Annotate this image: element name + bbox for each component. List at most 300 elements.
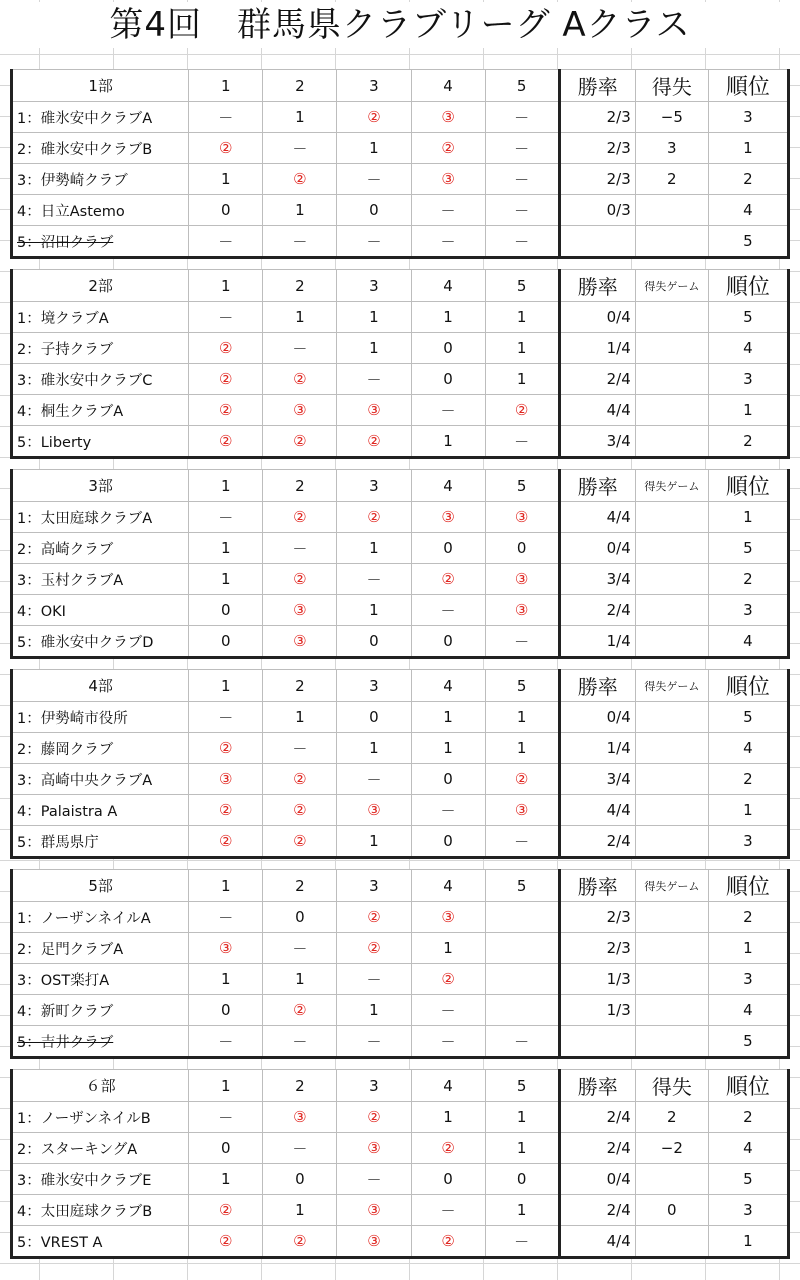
match-result: 1 <box>411 733 485 764</box>
match-result: ③ <box>263 626 337 658</box>
opponent-column-header: 4 <box>411 470 485 502</box>
rank: 1 <box>708 795 788 826</box>
team-name: 1：太田庭球クラブA <box>12 502 189 533</box>
match-result: － <box>411 795 485 826</box>
table-row <box>12 933 789 964</box>
game-diff-header: 得失ゲーム <box>635 470 708 502</box>
match-result: － <box>189 902 263 933</box>
division-table <box>10 469 790 659</box>
rank: 4 <box>708 333 788 364</box>
table-row <box>12 426 789 458</box>
match-result: ② <box>337 1102 411 1133</box>
opponent-column-header: 1 <box>189 670 263 702</box>
match-result: － <box>337 964 411 995</box>
table-row <box>12 1226 789 1258</box>
win-rate: 2/3 <box>559 102 635 133</box>
game-diff <box>635 302 708 333</box>
division-name: 5部 <box>12 870 189 902</box>
match-result: － <box>485 626 559 658</box>
opponent-column-header: 4 <box>411 670 485 702</box>
match-result <box>485 964 559 995</box>
match-result: ② <box>263 164 337 195</box>
match-result: 0 <box>411 826 485 858</box>
match-result: ③ <box>411 164 485 195</box>
win-rate: 4/4 <box>559 502 635 533</box>
match-result: 1 <box>189 1164 263 1195</box>
win-rate: 2/4 <box>559 1102 635 1133</box>
match-result: ② <box>189 333 263 364</box>
table-row <box>12 964 789 995</box>
table-row <box>12 395 789 426</box>
team-name: 4：日立Astemo <box>12 195 189 226</box>
rank-header: 順位 <box>708 870 788 902</box>
match-result: 1 <box>485 302 559 333</box>
match-result: 0 <box>411 333 485 364</box>
team-name: 1：碓氷安中クラブA <box>12 102 189 133</box>
match-result: － <box>485 133 559 164</box>
match-result: 0 <box>411 626 485 658</box>
match-result: ② <box>263 502 337 533</box>
match-result: － <box>263 226 337 258</box>
win-rate: 1/4 <box>559 333 635 364</box>
match-result: ③ <box>263 395 337 426</box>
table-row <box>12 1164 789 1195</box>
rank: 4 <box>708 626 788 658</box>
match-result: － <box>411 595 485 626</box>
match-result: 1 <box>337 826 411 858</box>
match-result: － <box>337 1026 411 1058</box>
game-diff <box>635 764 708 795</box>
win-rate: 0/4 <box>559 533 635 564</box>
match-result: 0 <box>263 1164 337 1195</box>
table-row <box>12 902 789 933</box>
match-result: 1 <box>411 1102 485 1133</box>
game-diff <box>635 795 708 826</box>
match-result: － <box>411 226 485 258</box>
match-result: 1 <box>263 195 337 226</box>
match-result: ② <box>263 364 337 395</box>
match-result <box>485 995 559 1026</box>
game-diff <box>635 1164 708 1195</box>
match-result: － <box>485 195 559 226</box>
game-diff: 0 <box>635 1195 708 1226</box>
rank-header: 順位 <box>708 470 788 502</box>
game-diff <box>635 533 708 564</box>
match-result: 1 <box>189 564 263 595</box>
match-result: ② <box>411 964 485 995</box>
game-diff <box>635 964 708 995</box>
rank: 1 <box>708 1226 788 1258</box>
game-diff <box>635 364 708 395</box>
match-result: － <box>485 826 559 858</box>
rank: 4 <box>708 995 788 1026</box>
match-result <box>485 902 559 933</box>
win-rate: 1/4 <box>559 626 635 658</box>
team-name: 1：ノーザンネイルB <box>12 1102 189 1133</box>
game-diff <box>635 702 708 733</box>
rank: 5 <box>708 302 788 333</box>
match-result: 1 <box>485 1133 559 1164</box>
rank-header: 順位 <box>708 270 788 302</box>
team-name: 4：太田庭球クラブB <box>12 1195 189 1226</box>
match-result: 1 <box>263 702 337 733</box>
match-result: ② <box>337 502 411 533</box>
table-row <box>12 1195 789 1226</box>
table-header-row <box>12 70 789 102</box>
match-result: 1 <box>337 733 411 764</box>
win-rate: 2/4 <box>559 364 635 395</box>
table-row <box>12 1133 789 1164</box>
rank-header: 順位 <box>708 70 788 102</box>
table-row <box>12 133 789 164</box>
match-result: － <box>337 164 411 195</box>
match-result: 1 <box>337 133 411 164</box>
rank-header: 順位 <box>708 670 788 702</box>
division-name: 2部 <box>12 270 189 302</box>
rank: 2 <box>708 1102 788 1133</box>
match-result: 1 <box>337 995 411 1026</box>
match-result: 1 <box>485 702 559 733</box>
table-row <box>12 102 789 133</box>
team-name: 2：足門クラブA <box>12 933 189 964</box>
match-result <box>485 933 559 964</box>
opponent-column-header: 2 <box>263 1070 337 1102</box>
match-result: ② <box>189 1226 263 1258</box>
match-result: 0 <box>189 995 263 1026</box>
win-rate: 2/4 <box>559 1133 635 1164</box>
match-result: 0 <box>189 626 263 658</box>
match-result: ② <box>411 133 485 164</box>
opponent-column-header: 4 <box>411 270 485 302</box>
match-result: － <box>337 564 411 595</box>
match-result: ② <box>263 1226 337 1258</box>
team-name: 3：玉村クラブA <box>12 564 189 595</box>
game-diff: 2 <box>635 1102 708 1133</box>
match-result: 1 <box>485 333 559 364</box>
match-result: － <box>337 1164 411 1195</box>
table-row <box>12 733 789 764</box>
match-result: ② <box>189 826 263 858</box>
game-diff <box>635 826 708 858</box>
match-result: － <box>263 1026 337 1058</box>
rank: 2 <box>708 426 788 458</box>
team-name: 4：新町クラブ <box>12 995 189 1026</box>
table-row <box>12 795 789 826</box>
table-row <box>12 195 789 226</box>
match-result: － <box>411 395 485 426</box>
opponent-column-header: 2 <box>263 270 337 302</box>
team-name: 3：OST楽打A <box>12 964 189 995</box>
match-result: 0 <box>485 533 559 564</box>
match-result: 1 <box>189 164 263 195</box>
table-row <box>12 702 789 733</box>
page-title: 第4回 群馬県クラブリーグ Aクラス <box>0 2 800 48</box>
match-result: 0 <box>263 902 337 933</box>
match-result: 1 <box>411 702 485 733</box>
team-name: 3：碓氷安中クラブE <box>12 1164 189 1195</box>
opponent-column-header: 5 <box>485 1070 559 1102</box>
game-diff <box>635 595 708 626</box>
match-result: ② <box>337 426 411 458</box>
match-result: 0 <box>411 533 485 564</box>
match-result: ③ <box>337 1133 411 1164</box>
match-result: － <box>263 133 337 164</box>
team-name: 3：碓氷安中クラブC <box>12 364 189 395</box>
table-row <box>12 1102 789 1133</box>
team-name: 3：高崎中央クラブA <box>12 764 189 795</box>
match-result: － <box>263 333 337 364</box>
team-name: 5：沼田クラブ <box>12 226 189 258</box>
rank: 3 <box>708 964 788 995</box>
game-diff-header: 得失ゲーム <box>635 270 708 302</box>
match-result: － <box>485 1026 559 1058</box>
team-name: 1：伊勢崎市役所 <box>12 702 189 733</box>
win-rate: 2/4 <box>559 826 635 858</box>
table-header-row <box>12 270 789 302</box>
match-result: － <box>411 995 485 1026</box>
match-result: 1 <box>189 533 263 564</box>
match-result: 0 <box>411 1164 485 1195</box>
match-result: ② <box>411 1226 485 1258</box>
table-row <box>12 626 789 658</box>
table-row <box>12 764 789 795</box>
match-result: ③ <box>337 1226 411 1258</box>
opponent-column-header: 4 <box>411 1070 485 1102</box>
match-result: ③ <box>411 102 485 133</box>
win-rate: 1/3 <box>559 995 635 1026</box>
win-rate: 3/4 <box>559 764 635 795</box>
match-result: 1 <box>263 964 337 995</box>
win-rate-header: 勝率 <box>559 670 635 702</box>
division-table <box>10 269 790 459</box>
game-diff: 2 <box>635 164 708 195</box>
match-result: 0 <box>411 364 485 395</box>
match-result: ② <box>189 795 263 826</box>
match-result: ② <box>263 426 337 458</box>
table-row <box>12 364 789 395</box>
opponent-column-header: 2 <box>263 470 337 502</box>
match-result: 0 <box>485 1164 559 1195</box>
division-table <box>10 869 790 1059</box>
opponent-column-header: 5 <box>485 270 559 302</box>
match-result: － <box>189 1102 263 1133</box>
match-result: － <box>485 426 559 458</box>
match-result: － <box>189 102 263 133</box>
match-result: 0 <box>337 702 411 733</box>
table-header-row <box>12 670 789 702</box>
rank: 5 <box>708 702 788 733</box>
match-result: － <box>411 1195 485 1226</box>
win-rate: 0/4 <box>559 702 635 733</box>
rank: 2 <box>708 902 788 933</box>
match-result: 1 <box>411 426 485 458</box>
match-result: － <box>189 702 263 733</box>
match-result: 1 <box>485 733 559 764</box>
division-name: 1部 <box>12 70 189 102</box>
match-result: ② <box>189 364 263 395</box>
team-name: 5：Liberty <box>12 426 189 458</box>
match-result: ③ <box>337 795 411 826</box>
team-name: 4：OKI <box>12 595 189 626</box>
match-result: － <box>485 164 559 195</box>
match-result: ③ <box>485 502 559 533</box>
opponent-column-header: 1 <box>189 270 263 302</box>
rank: 2 <box>708 564 788 595</box>
table-row <box>12 226 789 258</box>
match-result: 0 <box>189 595 263 626</box>
match-result: ③ <box>411 502 485 533</box>
game-diff <box>635 564 708 595</box>
game-diff <box>635 195 708 226</box>
rank: 4 <box>708 733 788 764</box>
match-result: － <box>189 1026 263 1058</box>
game-diff <box>635 395 708 426</box>
match-result: ② <box>485 395 559 426</box>
rank: 4 <box>708 1133 788 1164</box>
table-row <box>12 302 789 333</box>
table-header-row <box>12 470 789 502</box>
table-row <box>12 564 789 595</box>
match-result: 1 <box>337 595 411 626</box>
opponent-column-header: 3 <box>337 1070 411 1102</box>
match-result: 0 <box>411 764 485 795</box>
game-diff: −2 <box>635 1133 708 1164</box>
team-name: 1：ノーザンネイルA <box>12 902 189 933</box>
table-row <box>12 826 789 858</box>
match-result: ② <box>485 764 559 795</box>
match-result: － <box>411 195 485 226</box>
match-result: 1 <box>337 302 411 333</box>
match-result: 1 <box>337 533 411 564</box>
match-result: ③ <box>337 1195 411 1226</box>
rank: 3 <box>708 102 788 133</box>
match-result: － <box>411 1026 485 1058</box>
division-table <box>10 669 790 859</box>
match-result: ② <box>189 395 263 426</box>
match-result: ③ <box>411 902 485 933</box>
game-diff: −5 <box>635 102 708 133</box>
match-result: 1 <box>485 1195 559 1226</box>
match-result: － <box>337 364 411 395</box>
division-name: 4部 <box>12 670 189 702</box>
match-result: 1 <box>337 333 411 364</box>
match-result: ② <box>189 733 263 764</box>
rank: 5 <box>708 226 788 258</box>
match-result: ③ <box>189 933 263 964</box>
table-row <box>12 164 789 195</box>
rank: 5 <box>708 1026 788 1058</box>
win-rate-header: 勝率 <box>559 870 635 902</box>
win-rate: 2/3 <box>559 133 635 164</box>
opponent-column-header: 3 <box>337 470 411 502</box>
match-result: 1 <box>189 964 263 995</box>
match-result: ③ <box>485 564 559 595</box>
team-name: 5：VREST A <box>12 1226 189 1258</box>
table-header-row <box>12 870 789 902</box>
match-result: 1 <box>411 933 485 964</box>
team-name: 2：藤岡クラブ <box>12 733 189 764</box>
rank: 3 <box>708 364 788 395</box>
opponent-column-header: 4 <box>411 870 485 902</box>
match-result: 1 <box>485 364 559 395</box>
match-result: ③ <box>337 395 411 426</box>
match-result: ② <box>337 902 411 933</box>
win-rate: 2/3 <box>559 164 635 195</box>
team-name: 4：桐生クラブA <box>12 395 189 426</box>
win-rate: 0/4 <box>559 1164 635 1195</box>
match-result: 1 <box>263 302 337 333</box>
match-result: － <box>189 502 263 533</box>
match-result: ③ <box>263 595 337 626</box>
table-row <box>12 1026 789 1058</box>
win-rate-header: 勝率 <box>559 270 635 302</box>
opponent-column-header: 2 <box>263 70 337 102</box>
win-rate: 3/4 <box>559 426 635 458</box>
match-result: 0 <box>337 626 411 658</box>
team-name: 2：子持クラブ <box>12 333 189 364</box>
rank: 5 <box>708 533 788 564</box>
rank: 1 <box>708 395 788 426</box>
game-diff-header: 得失 <box>635 70 708 102</box>
table-row <box>12 502 789 533</box>
game-diff <box>635 1026 708 1058</box>
win-rate-header: 勝率 <box>559 1070 635 1102</box>
opponent-column-header: 1 <box>189 870 263 902</box>
match-result: ③ <box>485 595 559 626</box>
opponent-column-header: 2 <box>263 670 337 702</box>
opponent-column-header: 5 <box>485 470 559 502</box>
rank-header: 順位 <box>708 1070 788 1102</box>
match-result: － <box>263 933 337 964</box>
rank: 2 <box>708 164 788 195</box>
rank: 3 <box>708 595 788 626</box>
game-diff <box>635 426 708 458</box>
team-name: 2：スターキングA <box>12 1133 189 1164</box>
game-diff <box>635 626 708 658</box>
game-diff <box>635 902 708 933</box>
table-row <box>12 995 789 1026</box>
opponent-column-header: 1 <box>189 470 263 502</box>
win-rate: 2/4 <box>559 1195 635 1226</box>
game-diff <box>635 333 708 364</box>
match-result: 0 <box>337 195 411 226</box>
win-rate: 2/4 <box>559 595 635 626</box>
win-rate: 4/4 <box>559 795 635 826</box>
game-diff <box>635 995 708 1026</box>
team-name: 2：高崎クラブ <box>12 533 189 564</box>
game-diff <box>635 933 708 964</box>
game-diff-header: 得失 <box>635 1070 708 1102</box>
team-name: 2：碓氷安中クラブB <box>12 133 189 164</box>
match-result: 0 <box>189 195 263 226</box>
match-result: 1 <box>411 302 485 333</box>
win-rate: 4/4 <box>559 1226 635 1258</box>
win-rate-header: 勝率 <box>559 70 635 102</box>
win-rate <box>559 226 635 258</box>
table-header-row <box>12 1070 789 1102</box>
rank: 5 <box>708 1164 788 1195</box>
match-result: ② <box>411 1133 485 1164</box>
opponent-column-header: 3 <box>337 270 411 302</box>
team-name: 5：碓氷安中クラブD <box>12 626 189 658</box>
match-result: ② <box>189 426 263 458</box>
opponent-column-header: 3 <box>337 870 411 902</box>
opponent-column-header: 2 <box>263 870 337 902</box>
match-result: ② <box>189 133 263 164</box>
match-result: － <box>337 764 411 795</box>
game-diff: 3 <box>635 133 708 164</box>
match-result: ③ <box>263 1102 337 1133</box>
